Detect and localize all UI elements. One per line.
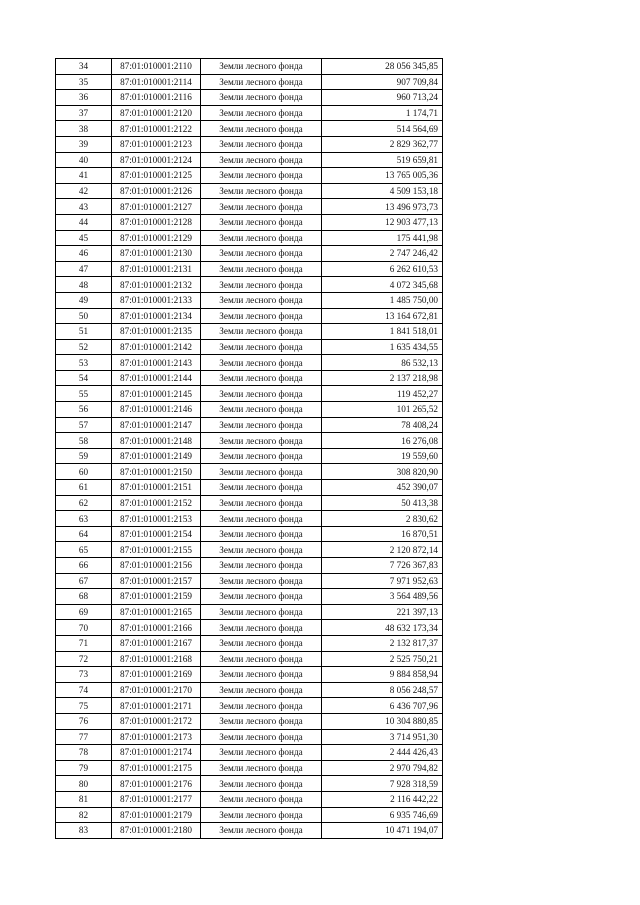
row-number-cell: 62	[56, 495, 112, 511]
cadastral-number-cell: 87:01:010001:2169	[112, 667, 201, 683]
row-number-cell: 81	[56, 791, 112, 807]
row-number-cell: 83	[56, 823, 112, 839]
cadastral-number-cell: 87:01:010001:2150	[112, 464, 201, 480]
table-row	[56, 464, 443, 480]
table-row	[56, 168, 443, 184]
row-number-cell: 39	[56, 136, 112, 152]
row-number-cell: 63	[56, 511, 112, 527]
table-row	[56, 667, 443, 683]
cadastral-value-cell: 960 713,24	[322, 90, 443, 106]
cadastral-value-cell: 119 452,27	[322, 386, 443, 402]
cadastral-number-cell: 87:01:010001:2143	[112, 355, 201, 371]
land-category-cell: Земли лесного фонда	[201, 558, 322, 574]
cadastral-number-cell: 87:01:010001:2155	[112, 542, 201, 558]
cadastral-number-cell: 87:01:010001:2172	[112, 713, 201, 729]
table-row	[56, 152, 443, 168]
cadastral-value-cell: 6 935 746,69	[322, 807, 443, 823]
table-row	[56, 620, 443, 636]
row-number-cell: 45	[56, 230, 112, 246]
cadastral-value-cell: 1 635 434,55	[322, 339, 443, 355]
land-category-cell: Земли лесного фонда	[201, 495, 322, 511]
land-category-cell: Земли лесного фонда	[201, 402, 322, 418]
land-category-cell: Земли лесного фонда	[201, 667, 322, 683]
table-row	[56, 121, 443, 137]
table-row	[56, 199, 443, 215]
row-number-cell: 65	[56, 542, 112, 558]
cadastral-number-cell: 87:01:010001:2128	[112, 214, 201, 230]
row-number-cell: 79	[56, 760, 112, 776]
land-category-cell: Земли лесного фонда	[201, 277, 322, 293]
cadastral-value-cell: 10 471 194,07	[322, 823, 443, 839]
cadastral-number-cell: 87:01:010001:2147	[112, 417, 201, 433]
cadastral-value-cell: 2 970 794,82	[322, 760, 443, 776]
cadastral-number-cell: 87:01:010001:2144	[112, 370, 201, 386]
land-category-cell: Земли лесного фонда	[201, 791, 322, 807]
cadastral-number-cell: 87:01:010001:2120	[112, 105, 201, 121]
cadastral-value-cell: 2 120 872,14	[322, 542, 443, 558]
cadastral-number-cell: 87:01:010001:2114	[112, 74, 201, 90]
table-row	[56, 589, 443, 605]
cadastral-value-cell: 12 903 477,13	[322, 214, 443, 230]
cadastral-number-cell: 87:01:010001:2166	[112, 620, 201, 636]
row-number-cell: 37	[56, 105, 112, 121]
land-category-cell: Земли лесного фонда	[201, 74, 322, 90]
table-row	[56, 791, 443, 807]
row-number-cell: 52	[56, 339, 112, 355]
cadastral-number-cell: 87:01:010001:2148	[112, 433, 201, 449]
cadastral-number-cell: 87:01:010001:2126	[112, 183, 201, 199]
row-number-cell: 70	[56, 620, 112, 636]
row-number-cell: 66	[56, 558, 112, 574]
row-number-cell: 73	[56, 667, 112, 683]
table-row	[56, 511, 443, 527]
table-row	[56, 261, 443, 277]
cadastral-value-cell: 3 564 489,56	[322, 589, 443, 605]
table-row	[56, 542, 443, 558]
cadastral-value-cell: 78 408,24	[322, 417, 443, 433]
land-category-cell: Земли лесного фонда	[201, 121, 322, 137]
cadastral-value-cell: 308 820,90	[322, 464, 443, 480]
land-category-cell: Земли лесного фонда	[201, 136, 322, 152]
table-row	[56, 230, 443, 246]
table-row	[56, 59, 443, 75]
row-number-cell: 82	[56, 807, 112, 823]
cadastral-value-cell: 101 265,52	[322, 402, 443, 418]
table-row	[56, 745, 443, 761]
table-row	[56, 448, 443, 464]
cadastral-value-cell: 19 559,60	[322, 448, 443, 464]
cadastral-number-cell: 87:01:010001:2171	[112, 698, 201, 714]
cadastral-value-cell: 13 164 672,81	[322, 308, 443, 324]
land-category-cell: Земли лесного фонда	[201, 324, 322, 340]
cadastral-value-cell: 907 709,84	[322, 74, 443, 90]
cadastral-value-cell: 2 829 362,77	[322, 136, 443, 152]
land-category-cell: Земли лесного фонда	[201, 635, 322, 651]
row-number-cell: 57	[56, 417, 112, 433]
cadastral-number-cell: 87:01:010001:2116	[112, 90, 201, 106]
table-row	[56, 308, 443, 324]
cadastral-value-cell: 2 747 246,42	[322, 246, 443, 262]
land-category-cell: Земли лесного фонда	[201, 90, 322, 106]
table-row	[56, 698, 443, 714]
table-row	[56, 90, 443, 106]
row-number-cell: 44	[56, 214, 112, 230]
land-category-cell: Земли лесного фонда	[201, 729, 322, 745]
table-row	[56, 480, 443, 496]
row-number-cell: 46	[56, 246, 112, 262]
row-number-cell: 58	[56, 433, 112, 449]
table-row	[56, 807, 443, 823]
table-row	[56, 635, 443, 651]
row-number-cell: 56	[56, 402, 112, 418]
table-row	[56, 526, 443, 542]
cadastral-value-cell: 2 525 750,21	[322, 651, 443, 667]
row-number-cell: 35	[56, 74, 112, 90]
row-number-cell: 50	[56, 308, 112, 324]
land-category-cell: Земли лесного фонда	[201, 417, 322, 433]
cadastral-number-cell: 87:01:010001:2177	[112, 791, 201, 807]
table-row	[56, 729, 443, 745]
cadastral-number-cell: 87:01:010001:2110	[112, 59, 201, 75]
table-row	[56, 105, 443, 121]
table-row	[56, 776, 443, 792]
cadastral-value-cell: 452 390,07	[322, 480, 443, 496]
cadastral-number-cell: 87:01:010001:2129	[112, 230, 201, 246]
cadastral-value-cell: 7 726 367,83	[322, 558, 443, 574]
land-category-cell: Земли лесного фонда	[201, 261, 322, 277]
cadastral-value-cell: 4 509 153,18	[322, 183, 443, 199]
table-row	[56, 214, 443, 230]
row-number-cell: 80	[56, 776, 112, 792]
land-category-cell: Земли лесного фонда	[201, 152, 322, 168]
cadastral-value-cell: 2 132 817,37	[322, 635, 443, 651]
cadastral-number-cell: 87:01:010001:2134	[112, 308, 201, 324]
row-number-cell: 53	[56, 355, 112, 371]
cadastral-number-cell: 87:01:010001:2123	[112, 136, 201, 152]
table-row	[56, 183, 443, 199]
land-category-cell: Земли лесного фонда	[201, 542, 322, 558]
cadastral-value-cell: 1 841 518,01	[322, 324, 443, 340]
row-number-cell: 64	[56, 526, 112, 542]
land-category-cell: Земли лесного фонда	[201, 448, 322, 464]
row-number-cell: 61	[56, 480, 112, 496]
cadastral-value-cell: 7 928 318,59	[322, 776, 443, 792]
row-number-cell: 54	[56, 370, 112, 386]
cadastral-value-cell: 3 714 951,30	[322, 729, 443, 745]
cadastral-number-cell: 87:01:010001:2151	[112, 480, 201, 496]
cadastral-number-cell: 87:01:010001:2124	[112, 152, 201, 168]
land-category-cell: Земли лесного фонда	[201, 682, 322, 698]
cadastral-number-cell: 87:01:010001:2176	[112, 776, 201, 792]
cadastral-value-cell: 1 174,71	[322, 105, 443, 121]
cadastral-number-cell: 87:01:010001:2153	[112, 511, 201, 527]
land-category-cell: Земли лесного фонда	[201, 464, 322, 480]
table-row	[56, 324, 443, 340]
row-number-cell: 77	[56, 729, 112, 745]
table-row	[56, 355, 443, 371]
land-category-cell: Земли лесного фонда	[201, 823, 322, 839]
cadastral-number-cell: 87:01:010001:2127	[112, 199, 201, 215]
cadastral-value-cell: 519 659,81	[322, 152, 443, 168]
cadastral-value-cell: 86 532,13	[322, 355, 443, 371]
cadastral-value-cell: 8 056 248,57	[322, 682, 443, 698]
land-category-cell: Земли лесного фонда	[201, 620, 322, 636]
cadastral-number-cell: 87:01:010001:2131	[112, 261, 201, 277]
table-row	[56, 495, 443, 511]
row-number-cell: 78	[56, 745, 112, 761]
land-category-cell: Земли лесного фонда	[201, 59, 322, 75]
land-category-cell: Земли лесного фонда	[201, 713, 322, 729]
cadastral-number-cell: 87:01:010001:2157	[112, 573, 201, 589]
cadastral-number-cell: 87:01:010001:2142	[112, 339, 201, 355]
cadastral-value-cell: 10 304 880,85	[322, 713, 443, 729]
land-category-cell: Земли лесного фонда	[201, 199, 322, 215]
land-category-cell: Земли лесного фонда	[201, 308, 322, 324]
row-number-cell: 74	[56, 682, 112, 698]
table-row	[56, 604, 443, 620]
table-row	[56, 760, 443, 776]
table-row	[56, 651, 443, 667]
row-number-cell: 55	[56, 386, 112, 402]
cadastral-value-cell: 6 436 707,96	[322, 698, 443, 714]
cadastral-value-cell: 2 116 442,22	[322, 791, 443, 807]
land-category-cell: Земли лесного фонда	[201, 214, 322, 230]
row-number-cell: 51	[56, 324, 112, 340]
cadastral-number-cell: 87:01:010001:2179	[112, 807, 201, 823]
cadastral-value-cell: 2 444 426,43	[322, 745, 443, 761]
cadastral-value-cell: 13 765 005,36	[322, 168, 443, 184]
row-number-cell: 41	[56, 168, 112, 184]
cadastral-number-cell: 87:01:010001:2135	[112, 324, 201, 340]
table-row	[56, 74, 443, 90]
cadastral-number-cell: 87:01:010001:2168	[112, 651, 201, 667]
cadastral-value-cell: 50 413,38	[322, 495, 443, 511]
table-row	[56, 402, 443, 418]
land-category-cell: Земли лесного фонда	[201, 105, 322, 121]
row-number-cell: 47	[56, 261, 112, 277]
row-number-cell: 71	[56, 635, 112, 651]
land-category-cell: Земли лесного фонда	[201, 776, 322, 792]
land-category-cell: Земли лесного фонда	[201, 604, 322, 620]
cadastral-number-cell: 87:01:010001:2165	[112, 604, 201, 620]
row-number-cell: 67	[56, 573, 112, 589]
cadastral-value-cell: 221 397,13	[322, 604, 443, 620]
row-number-cell: 76	[56, 713, 112, 729]
cadastral-number-cell: 87:01:010001:2149	[112, 448, 201, 464]
land-category-cell: Земли лесного фонда	[201, 230, 322, 246]
cadastral-number-cell: 87:01:010001:2132	[112, 277, 201, 293]
land-parcels-table	[55, 58, 443, 839]
cadastral-value-cell: 13 496 973,73	[322, 199, 443, 215]
row-number-cell: 36	[56, 90, 112, 106]
cadastral-value-cell: 4 072 345,68	[322, 277, 443, 293]
cadastral-number-cell: 87:01:010001:2133	[112, 292, 201, 308]
land-category-cell: Земли лесного фонда	[201, 246, 322, 262]
row-number-cell: 75	[56, 698, 112, 714]
land-category-cell: Земли лесного фонда	[201, 511, 322, 527]
land-category-cell: Земли лесного фонда	[201, 480, 322, 496]
row-number-cell: 48	[56, 277, 112, 293]
cadastral-value-cell: 514 564,69	[322, 121, 443, 137]
table-row	[56, 292, 443, 308]
land-category-cell: Земли лесного фонда	[201, 807, 322, 823]
table-row	[56, 573, 443, 589]
cadastral-value-cell: 28 056 345,85	[322, 59, 443, 75]
cadastral-value-cell: 48 632 173,34	[322, 620, 443, 636]
land-category-cell: Земли лесного фонда	[201, 183, 322, 199]
row-number-cell: 59	[56, 448, 112, 464]
cadastral-value-cell: 2 137 218,98	[322, 370, 443, 386]
cadastral-number-cell: 87:01:010001:2122	[112, 121, 201, 137]
land-category-cell: Земли лесного фонда	[201, 698, 322, 714]
table-row	[56, 386, 443, 402]
cadastral-value-cell: 2 830,62	[322, 511, 443, 527]
table-row	[56, 417, 443, 433]
land-category-cell: Земли лесного фонда	[201, 168, 322, 184]
land-category-cell: Земли лесного фонда	[201, 370, 322, 386]
cadastral-value-cell: 175 441,98	[322, 230, 443, 246]
table-row	[56, 433, 443, 449]
row-number-cell: 43	[56, 199, 112, 215]
cadastral-number-cell: 87:01:010001:2170	[112, 682, 201, 698]
table-row	[56, 558, 443, 574]
land-category-cell: Земли лесного фонда	[201, 526, 322, 542]
cadastral-number-cell: 87:01:010001:2145	[112, 386, 201, 402]
cadastral-number-cell: 87:01:010001:2146	[112, 402, 201, 418]
cadastral-number-cell: 87:01:010001:2152	[112, 495, 201, 511]
row-number-cell: 60	[56, 464, 112, 480]
table-row	[56, 277, 443, 293]
land-category-cell: Земли лесного фонда	[201, 651, 322, 667]
cadastral-number-cell: 87:01:010001:2174	[112, 745, 201, 761]
cadastral-value-cell: 6 262 610,53	[322, 261, 443, 277]
land-category-cell: Земли лесного фонда	[201, 339, 322, 355]
table-row	[56, 339, 443, 355]
land-category-cell: Земли лесного фонда	[201, 745, 322, 761]
row-number-cell: 49	[56, 292, 112, 308]
cadastral-number-cell: 87:01:010001:2125	[112, 168, 201, 184]
land-category-cell: Земли лесного фонда	[201, 589, 322, 605]
cadastral-value-cell: 7 971 952,63	[322, 573, 443, 589]
land-category-cell: Земли лесного фонда	[201, 433, 322, 449]
cadastral-number-cell: 87:01:010001:2180	[112, 823, 201, 839]
land-category-cell: Земли лесного фонда	[201, 760, 322, 776]
row-number-cell: 40	[56, 152, 112, 168]
table-row	[56, 713, 443, 729]
table-row	[56, 682, 443, 698]
table-row	[56, 823, 443, 839]
cadastral-value-cell: 16 870,51	[322, 526, 443, 542]
cadastral-number-cell: 87:01:010001:2159	[112, 589, 201, 605]
cadastral-number-cell: 87:01:010001:2154	[112, 526, 201, 542]
table-row	[56, 246, 443, 262]
table-body	[56, 59, 443, 839]
row-number-cell: 38	[56, 121, 112, 137]
cadastral-number-cell: 87:01:010001:2156	[112, 558, 201, 574]
table-row	[56, 136, 443, 152]
cadastral-value-cell: 1 485 750,00	[322, 292, 443, 308]
cadastral-value-cell: 9 884 858,94	[322, 667, 443, 683]
land-category-cell: Земли лесного фонда	[201, 292, 322, 308]
cadastral-number-cell: 87:01:010001:2167	[112, 635, 201, 651]
row-number-cell: 42	[56, 183, 112, 199]
row-number-cell: 34	[56, 59, 112, 75]
land-category-cell: Земли лесного фонда	[201, 355, 322, 371]
table-row	[56, 370, 443, 386]
row-number-cell: 69	[56, 604, 112, 620]
row-number-cell: 72	[56, 651, 112, 667]
land-category-cell: Земли лесного фонда	[201, 386, 322, 402]
cadastral-value-cell: 16 276,08	[322, 433, 443, 449]
cadastral-number-cell: 87:01:010001:2130	[112, 246, 201, 262]
row-number-cell: 68	[56, 589, 112, 605]
cadastral-number-cell: 87:01:010001:2175	[112, 760, 201, 776]
cadastral-number-cell: 87:01:010001:2173	[112, 729, 201, 745]
land-category-cell: Земли лесного фонда	[201, 573, 322, 589]
